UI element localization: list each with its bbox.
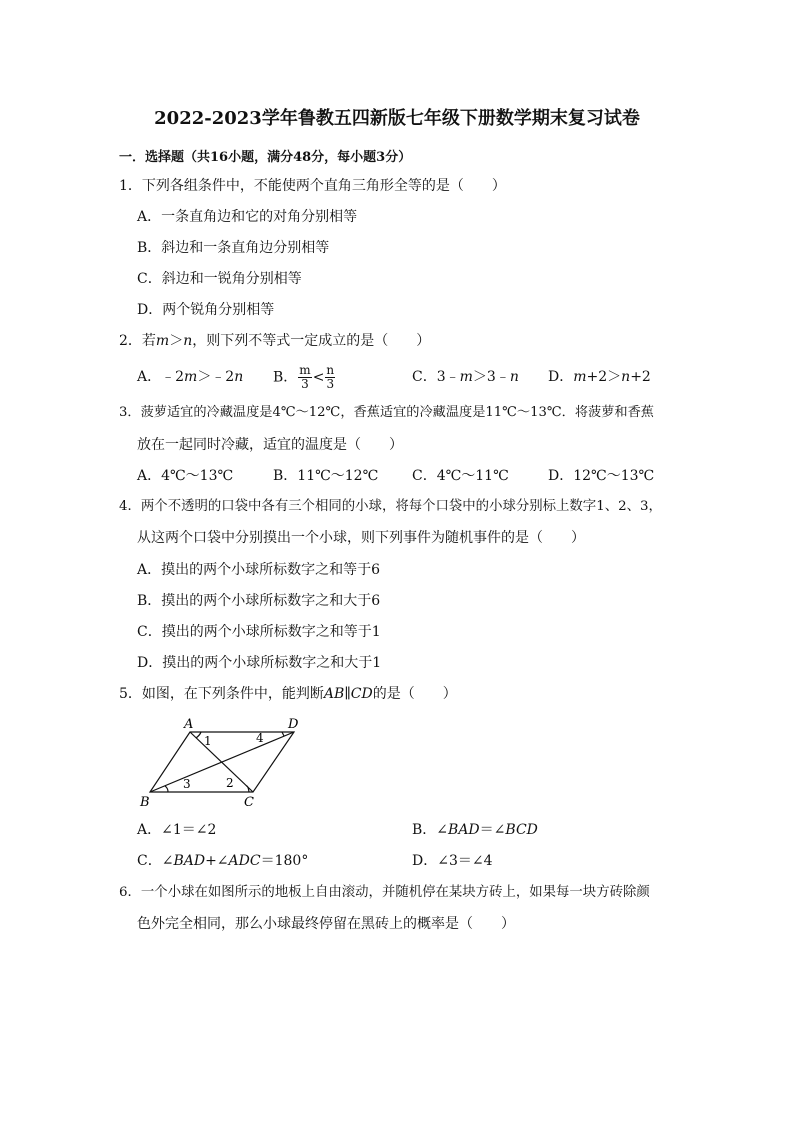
q5-option-d: D．∠3＝∠4 bbox=[412, 853, 493, 869]
q5-stem: 5．如图，在下列条件中，能判断AB∥CD的是（ ） bbox=[119, 686, 457, 702]
q2-option-a: A．﹣2m＞﹣2n bbox=[137, 369, 244, 385]
q3-stem-line1: 3．菠萝适宜的冷藏温度是4℃～12℃，香蕉适宜的冷藏温度是11℃～13℃．将菠萝和香蕉 bbox=[119, 405, 654, 420]
q4-stem-line2: 从这两个口袋中分别摸出一个小球，则下列事件为随机事件的是（ ） bbox=[137, 530, 585, 546]
q3-option-d: D．12℃～13℃ bbox=[548, 468, 655, 484]
section-heading: 一．选择题（共16小题，满分48分，每小题3分） bbox=[119, 150, 412, 165]
angle-arc-3 bbox=[165, 786, 168, 792]
angle-label-1: 1 bbox=[204, 734, 212, 748]
q4-option-c: C．摸出的两个小球所标数字之和等于1 bbox=[137, 624, 381, 640]
angle-arc-1 bbox=[196, 732, 201, 738]
q4-stem-line1: 4．两个不透明的口袋中各有三个相同的小球，将每个口袋中的小球分别标上数字1、2、3， bbox=[119, 499, 662, 514]
q3-option-a: A．4℃～13℃ bbox=[137, 468, 234, 484]
q5-option-a: A．∠1＝∠2 bbox=[137, 822, 217, 838]
q1-stem: 1．下列各组条件中，不能使两个直角三角形全等的是（ ） bbox=[119, 178, 506, 194]
q1-option-c: C．斜边和一锐角分别相等 bbox=[137, 271, 302, 287]
q2-stem: 2．若m＞n，则下列不等式一定成立的是（ ） bbox=[119, 333, 431, 349]
q1-option-d: D．两个锐角分别相等 bbox=[137, 302, 275, 318]
q2-option-d: D．m+2＞n+2 bbox=[548, 369, 651, 385]
vertex-label-d: D bbox=[288, 717, 299, 732]
q2-option-c: C．3﹣m＞3﹣n bbox=[412, 369, 519, 385]
q4-option-d: D．摸出的两个小球所标数字之和大于1 bbox=[137, 655, 382, 671]
diagonal-bd bbox=[150, 732, 294, 792]
angle-label-4: 4 bbox=[256, 731, 264, 745]
q6-stem-line1: 6．一个小球在如图所示的地板上自由滚动，并随机停在某块方砖上，如果每一块方砖除颜 bbox=[119, 885, 650, 900]
q6-stem-line2: 色外完全相同，那么小球最终停留在黑砖上的概率是（ ） bbox=[137, 916, 515, 932]
q3-option-c: C．4℃～11℃ bbox=[412, 468, 509, 484]
q4-option-a: A．摸出的两个小球所标数字之和等于6 bbox=[137, 562, 381, 578]
vertex-label-b: B bbox=[140, 795, 150, 810]
q5-option-b: B．∠BAD＝∠BCD bbox=[412, 822, 538, 838]
q5-option-c: C．∠BAD+∠ADC＝180° bbox=[137, 853, 309, 869]
parallelogram-figure bbox=[138, 714, 308, 810]
angle-arc-2 bbox=[246, 786, 249, 792]
vertex-label-a: A bbox=[184, 717, 194, 732]
q3-stem-line2: 放在一起同时冷藏，适宜的温度是（ ） bbox=[137, 437, 403, 453]
vertex-label-c: C bbox=[244, 795, 254, 810]
q3-option-b: B．11℃～12℃ bbox=[273, 468, 379, 484]
page-title: 2022-2023学年鲁教五四新版七年级下册数学期末复习试卷 bbox=[154, 108, 640, 129]
angle-label-2: 2 bbox=[226, 776, 234, 790]
q2-option-b: B． $\frac{m}{3}$ < $\frac{n}{3}$ bbox=[273, 363, 335, 391]
q1-option-b: B．斜边和一条直角边分别相等 bbox=[137, 240, 330, 256]
q4-option-b: B．摸出的两个小球所标数字之和大于6 bbox=[137, 593, 381, 609]
q1-option-a: A．一条直角边和它的对角分别相等 bbox=[137, 209, 358, 225]
angle-label-3: 3 bbox=[183, 777, 191, 791]
